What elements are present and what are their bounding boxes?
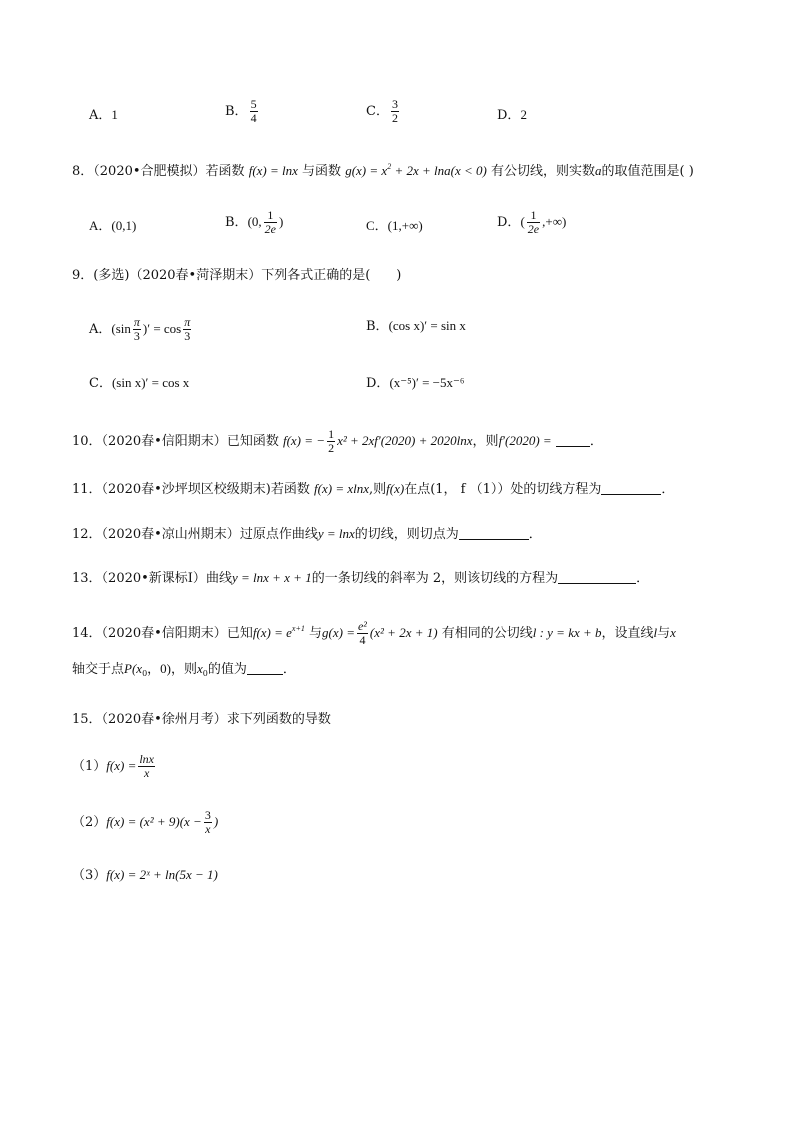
option-letter: B． [225, 215, 248, 230]
q8-option-a [89, 216, 136, 237]
part-label: （2） [72, 815, 107, 830]
q9-option-b [366, 316, 466, 337]
numerator: 1 [328, 427, 335, 441]
answer-blank[interactable] [247, 674, 283, 675]
math-expression: l : y = kx + b [532, 625, 602, 640]
math-part: )′ = cos [142, 321, 182, 336]
question-text: ，设直线 [601, 626, 654, 641]
question-text: 已知函数 [226, 434, 279, 449]
question-source: （2020春•信阳期末） [101, 434, 227, 449]
q7-option-c [366, 98, 401, 125]
math-expression: (x⁻⁵)′ = −5x⁻⁶ [389, 375, 465, 390]
answer-blank[interactable] [601, 494, 661, 495]
option-text: (0, [247, 214, 262, 229]
math-variable: l [653, 625, 658, 640]
part-label: （1） [72, 759, 107, 774]
denominator: 2 [391, 111, 398, 125]
question-source: （2020春•凉山州期末） [101, 527, 240, 542]
answer-blank[interactable] [558, 583, 636, 584]
numerator: e² [357, 619, 367, 633]
answer-blank[interactable] [459, 539, 529, 540]
question-8 [72, 161, 694, 182]
answer-blank[interactable] [556, 446, 590, 447]
question-number: 10． [72, 434, 102, 449]
option-text: ,+∞) [542, 214, 567, 229]
math-expression: $g(x) = x^2 + 2x + \ln a(x < 0)$ [345, 162, 487, 178]
numerator: π [184, 315, 191, 329]
option-letter: A． [89, 108, 112, 123]
option-letter: C． [89, 376, 112, 391]
fraction [391, 98, 399, 125]
math-part: f(x) = − [282, 433, 326, 448]
math-expression: y = lnx [317, 526, 355, 541]
fraction [133, 316, 141, 343]
option-value: 2 [520, 107, 527, 122]
part-label: （3） [72, 868, 107, 883]
fraction [250, 98, 258, 125]
math-part: f(x) = (x² + 9)(x − [106, 814, 202, 829]
question-text: ． [528, 527, 542, 542]
numerator: lnx [139, 752, 155, 766]
q7-option-a [89, 105, 118, 126]
option-text: ( [520, 214, 525, 229]
option-letter: B． [225, 104, 248, 119]
math-expression: (sin x)′ = cos x [111, 375, 190, 390]
question-text: 已知 [226, 626, 253, 641]
question-text: ，则 [171, 662, 198, 677]
math-part: P(x [124, 661, 143, 676]
question-text: ，则 [472, 434, 499, 449]
fraction [327, 428, 335, 455]
question-text: 下列各式正确的是( ) [261, 268, 402, 283]
denominator: 3 [184, 329, 191, 343]
question-text: 与函数 [302, 164, 342, 179]
option-letter: D． [497, 108, 521, 123]
fraction [527, 209, 540, 236]
question-number: 13． [72, 571, 102, 586]
math-part: ) [213, 814, 219, 829]
question-source: （2020春•信阳期末） [101, 626, 227, 641]
question-text: ． [589, 434, 603, 449]
option-text: ) [278, 214, 284, 229]
math-variable: x [670, 625, 676, 640]
math-exponent: x+1 [291, 624, 305, 633]
denominator: x [205, 822, 211, 836]
denominator: 2 [328, 441, 335, 455]
option-letter: A． [89, 322, 112, 337]
question-tag: (多选) [93, 268, 130, 283]
numerator: 1 [264, 209, 277, 223]
question-text: 有相同的公切线 [441, 626, 533, 641]
question-number: 11． [72, 482, 102, 497]
q9-option-c [89, 373, 189, 394]
q7-option-b [225, 98, 260, 125]
q9-option-a [89, 316, 193, 343]
fraction [264, 209, 277, 236]
option-text: A．(0,1) [89, 218, 137, 233]
question-text: 在点(1， f （1））处的切线方程为 [404, 482, 602, 497]
question-source: （2020•合肥模拟） [93, 164, 206, 179]
question-number: 14． [72, 626, 102, 641]
math-expression: y = lnx + x + 1 [231, 570, 312, 585]
math-part: (sin [111, 321, 131, 336]
q15-part-1 [72, 753, 157, 780]
math-part: g(x) = [322, 625, 355, 640]
math-part: f(x) = e [252, 625, 292, 640]
q8-option-b [225, 209, 283, 236]
question-number: 15． [72, 712, 102, 727]
q15-part-3 [72, 865, 218, 886]
q9-option-d [366, 373, 464, 394]
math-subscript: 0 [202, 669, 208, 678]
math-variable: x [197, 661, 203, 676]
option-text: C．(1,+∞) [366, 218, 423, 233]
numerator: π [133, 315, 140, 329]
option-letter: D． [366, 376, 390, 391]
question-text: ,则 [369, 482, 387, 497]
q8-option-d [497, 209, 566, 236]
question-text: 若函数 [205, 164, 245, 179]
numerator: 1 [527, 209, 540, 223]
numerator: 5 [250, 97, 257, 111]
question-11 [72, 479, 674, 500]
question-number: 12． [72, 527, 102, 542]
question-14-line-2 [72, 659, 296, 680]
fraction [138, 753, 155, 780]
question-text: 过原点作曲线 [239, 527, 318, 542]
denominator: 2e [527, 222, 540, 236]
math-part: x² + 2xf′(2020) + 2020lnx [337, 433, 473, 448]
math-part: f(x) = [106, 758, 137, 773]
math-expression: (cos x)′ = sin x [388, 318, 466, 333]
option-letter: C． [366, 104, 389, 119]
math-part: (x² + 2x + 1) [369, 625, 438, 640]
option-letter: D． [497, 215, 521, 230]
question-text: 的一条切线的斜率为 2，则该切线的方程为 [311, 571, 559, 586]
math-part: f′(2020) = [498, 433, 552, 448]
math-subscript: 0 [142, 669, 148, 678]
numerator: 3 [391, 97, 398, 111]
question-text: 曲线 [205, 571, 232, 586]
question-text: ． [661, 482, 675, 497]
question-12 [72, 524, 542, 545]
math-variable: a [594, 163, 602, 178]
question-text: 轴交于点 [72, 662, 125, 677]
question-9 [72, 266, 401, 286]
math-expression: f(x) = xlnx [314, 481, 369, 496]
question-source: （2020春•沙坪坝区校级期末) [101, 482, 271, 497]
question-number: 9． [72, 268, 94, 283]
question-13 [72, 568, 649, 589]
option-value: 1 [111, 107, 118, 122]
math-part: ，0) [147, 661, 171, 676]
math-part: g(x) = x [345, 163, 388, 178]
question-text: 有公切线，则实数 [490, 164, 595, 179]
fraction [357, 620, 368, 647]
question-text: 的切线，则切点为 [354, 527, 459, 542]
denominator: 4 [359, 633, 366, 647]
option-letter: B． [366, 319, 389, 334]
question-source: （2020春•菏泽期末） [129, 268, 262, 283]
question-text: 与 [309, 626, 323, 641]
question-text: ． [282, 662, 296, 677]
q7-option-d [497, 105, 527, 126]
question-source: （2020•新课标Ⅰ） [101, 571, 206, 586]
denominator: 4 [250, 111, 257, 125]
question-10 [72, 428, 603, 455]
fraction [183, 316, 191, 343]
question-text: ． [636, 571, 650, 586]
question-text: 与 [657, 626, 671, 641]
question-14-line-1 [72, 620, 676, 647]
denominator: 2e [264, 222, 276, 236]
denominator: x [144, 766, 150, 780]
question-text: 求下列函数的导数 [226, 712, 331, 727]
question-text: 的值为 [207, 662, 247, 677]
math-expression: f(x) = lnx [248, 163, 298, 178]
q15-part-2 [72, 809, 218, 836]
math-expression: f(x) = 2ˣ + ln(5x − 1) [106, 867, 218, 882]
numerator: 3 [204, 808, 211, 822]
question-text: 的取值范围是( ) [601, 164, 694, 179]
question-number: 8． [72, 164, 94, 179]
q8-option-c [366, 216, 423, 237]
question-source: （2020春•徐州月考） [101, 712, 227, 727]
math-expression: f(x) [386, 481, 405, 496]
math-part: + 2x + lna(x < 0) [391, 163, 487, 178]
question-text: 若函数 [270, 482, 310, 497]
fraction [204, 809, 212, 836]
denominator: 3 [133, 329, 140, 343]
question-15 [72, 710, 331, 730]
